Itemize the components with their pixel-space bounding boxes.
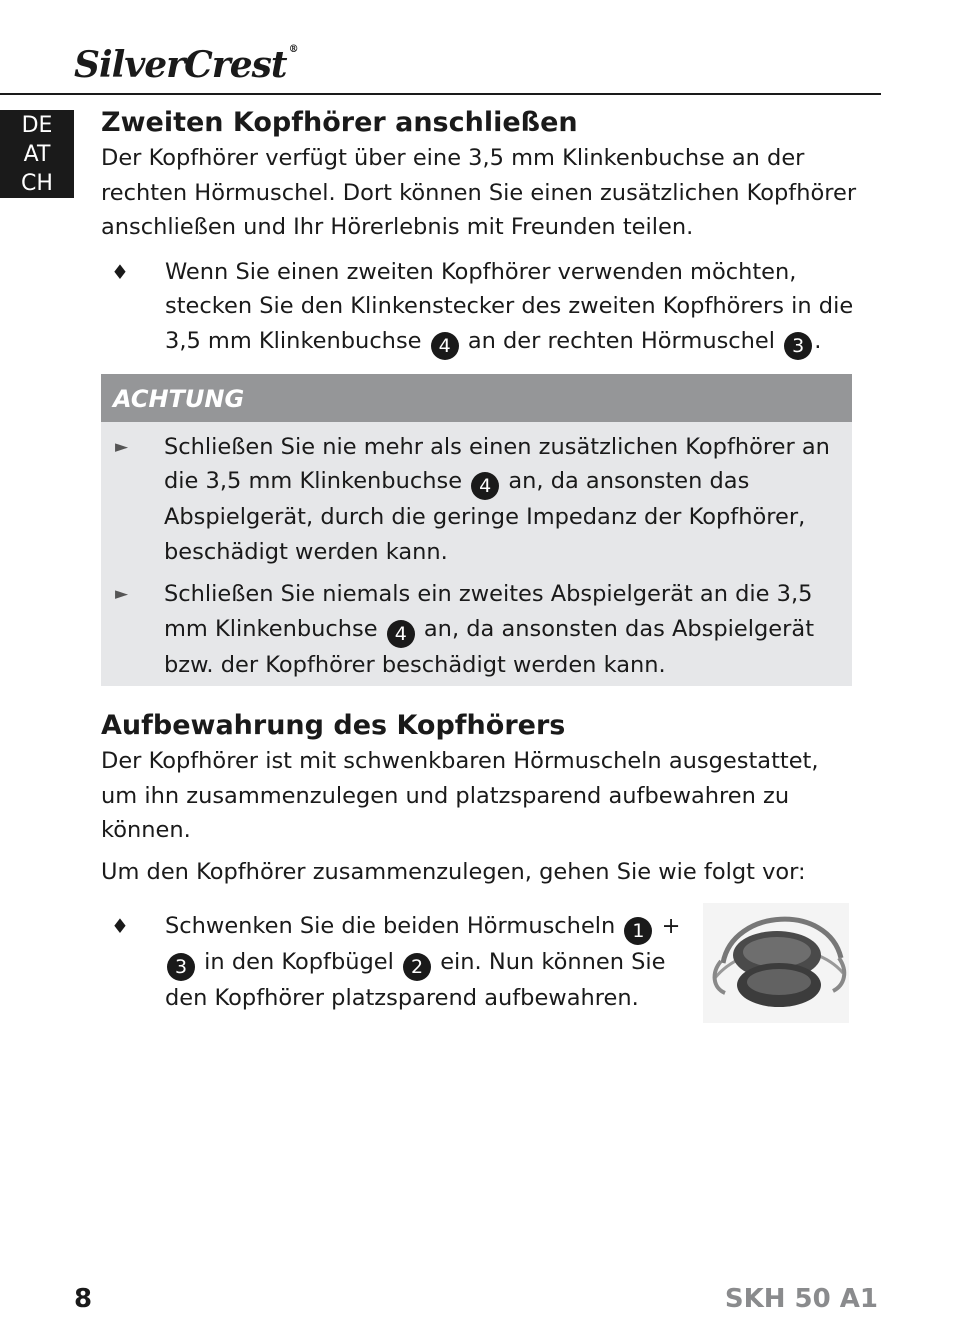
warning-box	[101, 374, 852, 687]
section1-intro: Der Kopfhörer verfügt über eine 3,5 mm Klinkenbuchse an der rechten Hörmuschel. Dort können Sie einen zusätzlichen Kopfhörer anschließen und Ihr Hörerlebnis mit Freunden teilen.	[101, 145, 857, 240]
section2-bullet-row	[101, 909, 861, 1023]
language-tab	[0, 110, 74, 198]
part-number-badge: 3	[784, 332, 812, 360]
folded-headphones-image	[703, 903, 849, 1023]
section1-bullet-text: Wenn Sie einen zweiten Kopfhörer verwenden möchten, stecken Sie den Klinkenstecker des zweiten Kopfhörers in die 3,5 mm Klinkenbuchse 4 an der rechten Hörmuschel 3 .	[165, 255, 861, 360]
lang-ch: CH	[21, 170, 53, 196]
section-title-second-headphone: Zweiten Kopfhörer anschließen	[101, 107, 578, 138]
section1-bullet	[101, 255, 861, 360]
lang-de: DE	[21, 112, 53, 138]
brand-logo: SilverCrest ®	[74, 44, 298, 86]
diamond-bullet-icon: ♦	[111, 914, 129, 938]
arrow-bullet-icon: ►	[115, 436, 129, 457]
section2-paragraph-1: Der Kopfhörer ist mit schwenkbaren Hörmuscheln ausgestattet, um ihn zusammenzulegen und platzsparend aufbewahren zu können.	[101, 748, 819, 843]
lang-at: AT	[23, 141, 51, 167]
part-number-badge: 2	[403, 953, 431, 981]
warning-title: ACHTUNG	[101, 374, 852, 422]
section-title-storage: Aufbewahrung des Kopfhörers	[101, 710, 566, 741]
warning-item	[101, 422, 852, 570]
page-number: 8	[74, 1284, 93, 1314]
part-number-badge: 4	[387, 620, 415, 648]
header-rule	[0, 93, 881, 95]
part-number-badge: 4	[431, 332, 459, 360]
part-number-badge: 1	[624, 917, 652, 945]
section2-paragraph-2: Um den Kopfhörer zusammenzulegen, gehen Sie wie folgt vor:	[101, 858, 806, 885]
section2-bullet-text: Schwenken Sie die beiden Hörmuscheln 1 + 3 in den Kopfbügel 2 ein. Nun können Sie den Kopfhörer platzsparend aufbewahren.	[165, 913, 681, 1011]
model-number: SKH 50 A1	[724, 1284, 878, 1314]
diamond-bullet-icon: ♦	[111, 259, 129, 284]
section-storage	[101, 708, 861, 1023]
warning-item	[101, 569, 852, 682]
arrow-bullet-icon: ►	[115, 584, 129, 604]
warning-item-text: Schließen Sie nie mehr als einen zusätzlichen Kopfhörer an die 3,5 mm Klinkenbuchse 4 an, da ansonsten das Abspielgerät, durch die geringe Impedanz der Kopfhörer, beschädigt werden kann.	[164, 433, 830, 565]
warning-item-text: Schließen Sie niemals ein zweites Abspielgerät an die 3,5 mm Klinkenbuchse 4 an, da ansonsten das Abspielgerät bzw. der Kopfhörer beschädigt werden kann.	[164, 581, 815, 678]
part-number-badge: 3	[167, 953, 195, 981]
page-content	[101, 105, 861, 1023]
part-number-badge: 4	[471, 472, 499, 500]
